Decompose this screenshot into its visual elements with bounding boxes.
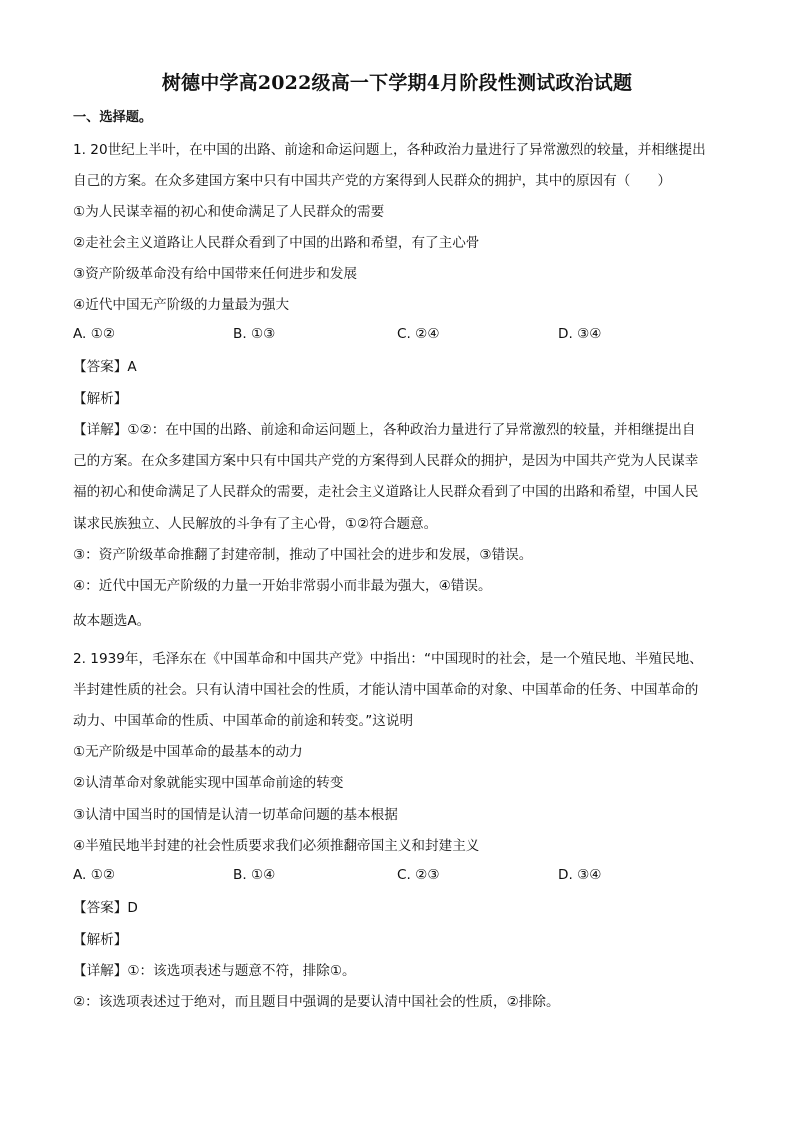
question-2-statement-4: ④半殖民地半封建的社会性质要求我们必须推翻帝国主义和封建主义 xyxy=(73,838,480,854)
question-1-statement-1: ①为人民谋幸福的初心和使命满足了人民群众的需要 xyxy=(73,204,385,220)
question-1-detail-line-5: ③：资产阶级革命推翻了封建帝制，推动了中国社会的进步和发展，③错误。 xyxy=(73,547,533,563)
question-2-option-c: C. ②③ xyxy=(397,867,440,883)
question-1-detail-line-2: 己的方案。在众多建国方案中只有中国共产党的方案得到人民群众的拥护，是因为中国共产党为人民谋幸 xyxy=(73,453,699,469)
question-1-option-c: C. ②④ xyxy=(397,326,440,342)
question-1-statement-3: ③资产阶级革命没有给中国带来任何进步和发展 xyxy=(73,266,358,282)
page-title: 树德中学高2022级高一下学期4月阶段性测试政治试题 xyxy=(161,72,633,94)
question-1-statement-4: ④近代中国无产阶级的力量最为强大 xyxy=(73,297,290,313)
question-2-statement-1: ①无产阶级是中国革命的最基本的动力 xyxy=(73,744,303,760)
question-1-answer: 【答案】A xyxy=(73,359,137,375)
question-2-option-a: A. ①② xyxy=(73,867,116,883)
question-1-statement-2: ②走社会主义道路让人民群众看到了中国的出路和希望，有了主心骨 xyxy=(73,235,480,251)
section-heading: 一、选择题。 xyxy=(73,110,153,125)
question-2-option-d: D. ③④ xyxy=(558,867,602,883)
question-2-options xyxy=(73,867,733,887)
question-1-option-a: A. ①② xyxy=(73,326,116,342)
question-1-detail-line-4: 谋求民族独立、人民解放的斗争有了主心骨，①②符合题意。 xyxy=(73,516,438,532)
question-1-detail-line-6: ④：近代中国无产阶级的力量一开始非常弱小而非最为强大，④错误。 xyxy=(73,578,492,594)
question-2-stem-line-1: 2. 1939年，毛泽东在《中国革命和中国共产党》中指出：“中国现时的社会，是一个殖民地、半殖民地、 xyxy=(73,651,703,667)
question-1-detail-line-7: 故本题选A。 xyxy=(73,613,151,629)
question-1-stem-line-2: 自己的方案。在众多建国方案中只有中国共产党的方案得到人民群众的拥护，其中的原因有（ ） xyxy=(73,173,672,189)
question-1-analysis-label: 【解析】 xyxy=(73,391,128,407)
question-2-detail-line-2: ②：该选项表述过于绝对，而且题目中强调的是要认清中国社会的性质，②排除。 xyxy=(73,994,560,1010)
question-2-stem-line-2: 半封建性质的社会。只有认清中国社会的性质，才能认清中国革命的对象、中国革命的任务、中国革命的 xyxy=(73,682,699,698)
question-2-answer: 【答案】D xyxy=(73,900,138,916)
question-2-analysis-label: 【解析】 xyxy=(73,932,128,948)
question-2-option-b: B. ①④ xyxy=(233,867,276,883)
question-1-option-b: B. ①③ xyxy=(233,326,276,342)
question-1-detail-line-1: 【详解】①②：在中国的出路、前途和命运问题上，各种政治力量进行了异常激烈的较量，并相继提出自 xyxy=(73,422,696,438)
question-2-detail-line-1: 【详解】①：该选项表述与题意不符，排除①。 xyxy=(73,963,356,979)
question-1-stem-line-1: 1. 20世纪上半叶，在中国的出路、前途和命运问题上，各种政治力量进行了异常激烈的较量，并相继提出 xyxy=(73,142,706,158)
question-1-detail-line-3: 福的初心和使命满足了人民群众的需要，走社会主义道路让人民群众看到了中国的出路和希望，中国人民 xyxy=(73,484,699,500)
question-1-option-d: D. ③④ xyxy=(558,326,602,342)
question-1-options xyxy=(73,326,733,346)
question-2-statement-3: ③认清中国当时的国情是认清一切革命问题的基本根据 xyxy=(73,807,398,823)
question-2-statement-2: ②认清革命对象就能实现中国革命前途的转变 xyxy=(73,775,344,791)
question-2-stem-line-3: 动力、中国革命的性质、中国革命的前途和转变。”这说明 xyxy=(73,713,414,729)
